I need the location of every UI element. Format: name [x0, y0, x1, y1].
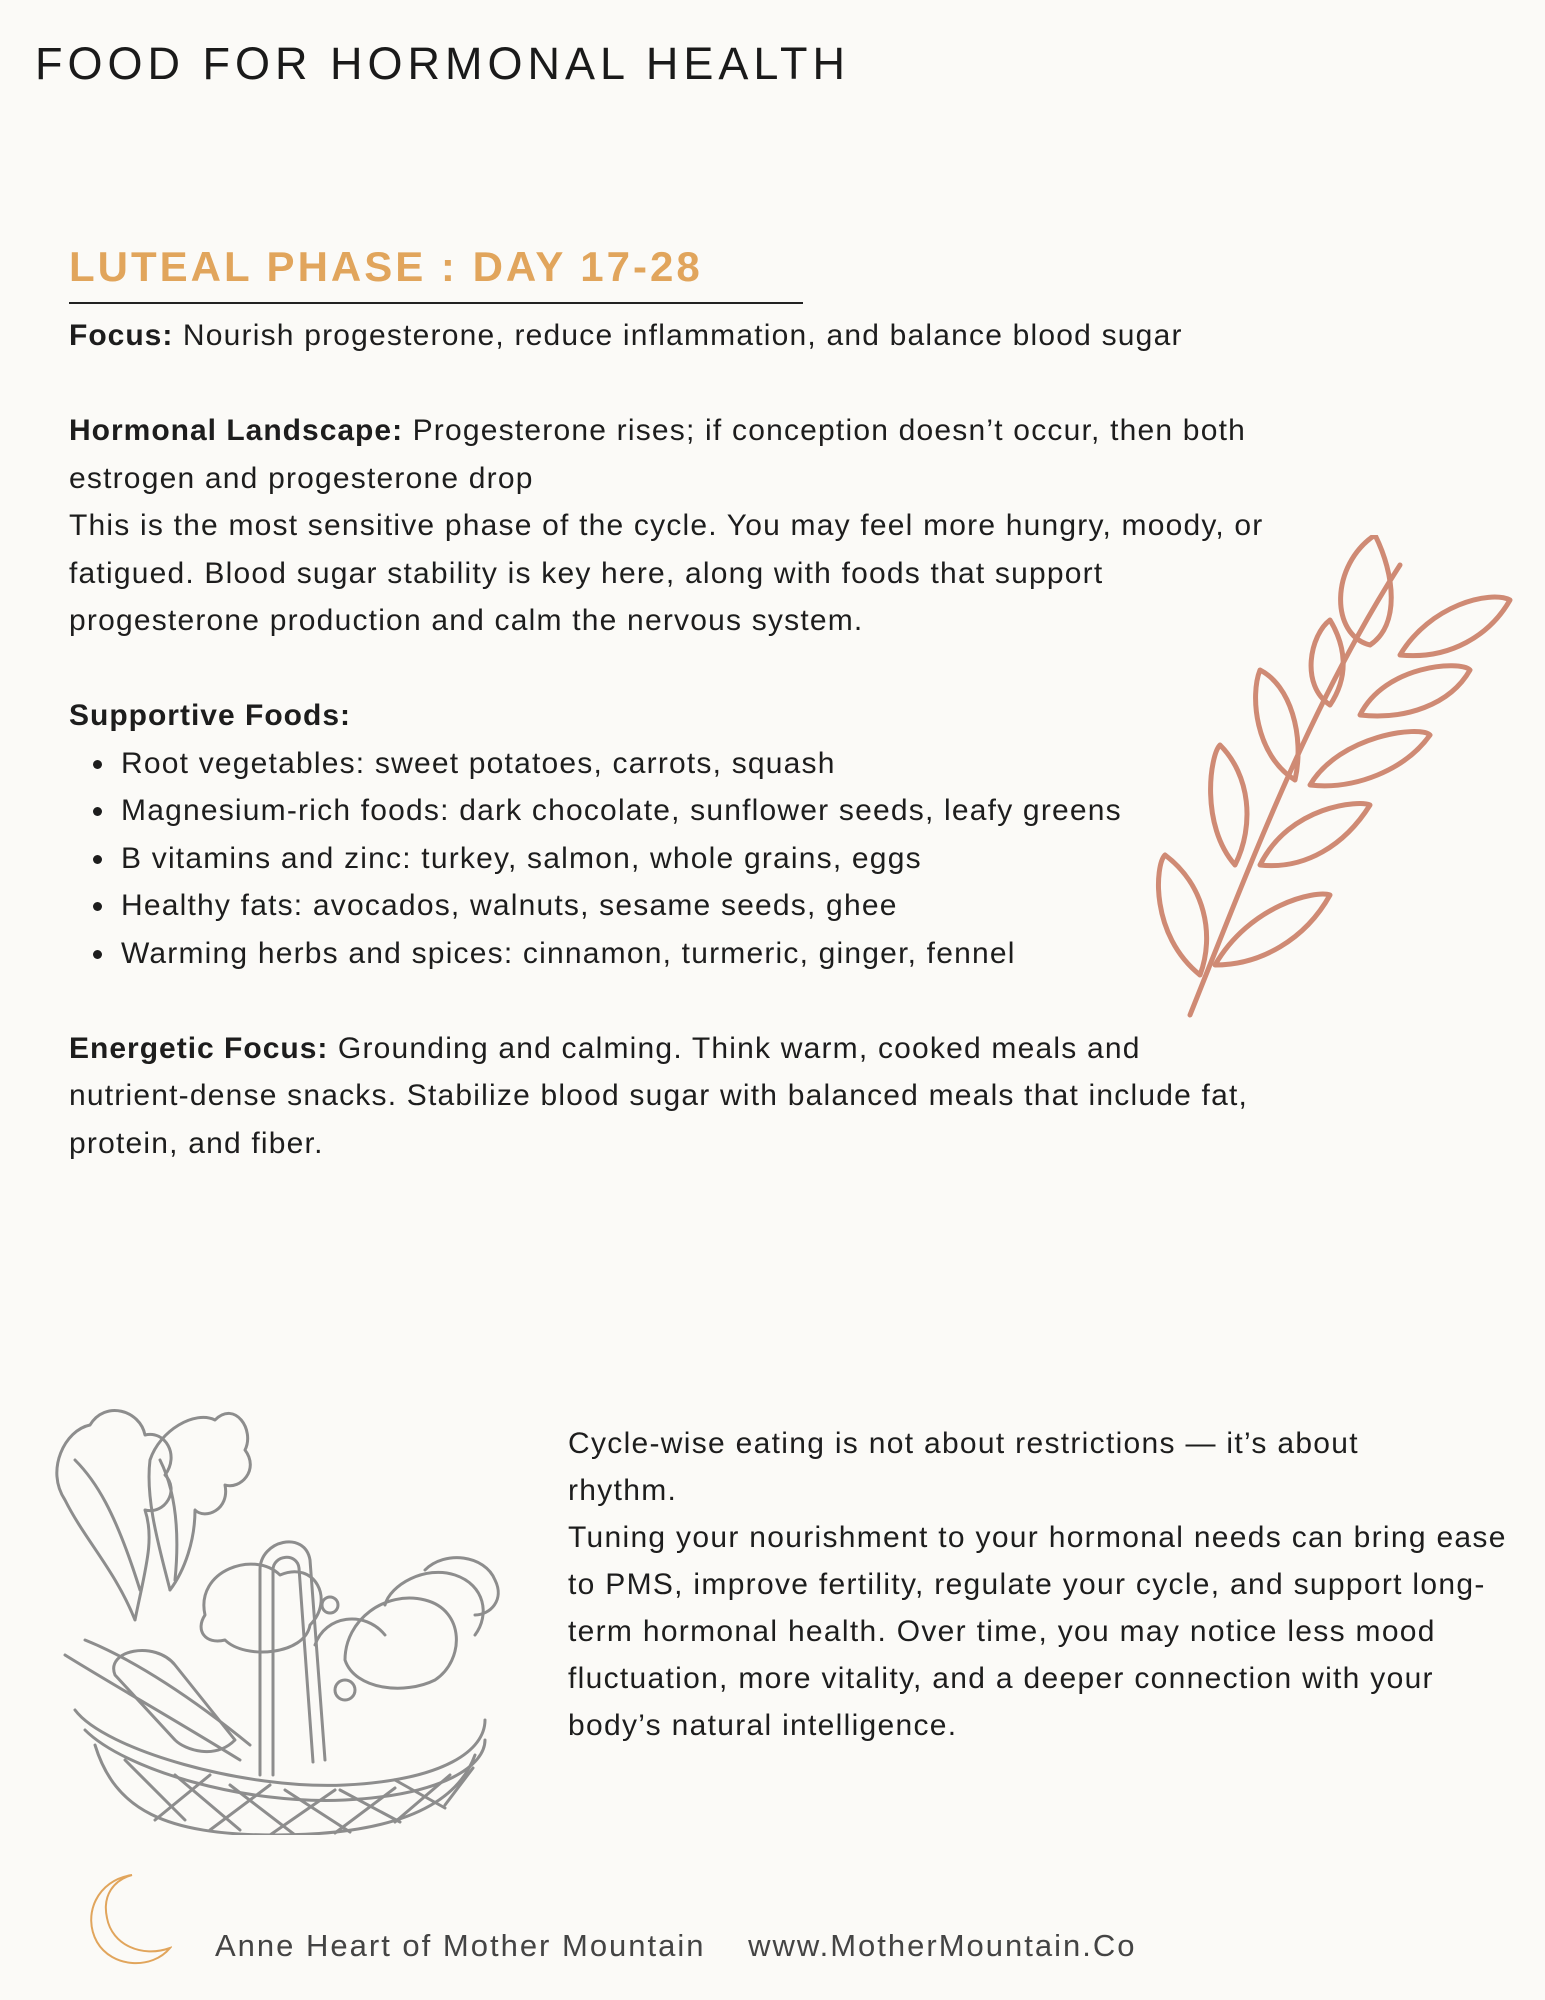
energetic-text: Grounding and calming. Think warm, cooked meals and nutrient-dense snacks. Stabilize blood sugar with balanced meals that include fat, protein, and fiber.	[69, 1031, 1249, 1160]
landscape-label: Hormonal Landscape:	[69, 414, 404, 447]
title-divider	[69, 302, 803, 304]
phase-title: LUTEAL PHASE : DAY 17-28	[69, 243, 703, 290]
focus-label: Focus:	[69, 319, 174, 352]
landscape-text: Progesterone rises; if conception doesn’t occur, then both estrogen and progesterone drop	[69, 414, 1246, 495]
footer	[215, 1928, 1168, 1964]
footer-author: Anne Heart of Mother Mountain	[215, 1928, 706, 1963]
moon-icon	[72, 1870, 172, 1970]
list-item: Magnesium-rich foods: dark chocolate, sunflower seeds, leafy greens	[69, 787, 1201, 835]
main-content	[69, 312, 1269, 1167]
closing-text	[568, 1420, 1518, 1749]
list-item: Root vegetables: sweet potatoes, carrots, squash	[69, 740, 1269, 788]
focus-text: Nourish progesterone, reduce inflammation, and balance blood sugar	[173, 319, 1183, 352]
basket-icon	[45, 1390, 535, 1835]
energetic-label: Energetic Focus:	[69, 1031, 329, 1065]
closing-line-2: Tuning your nourishment to your hormonal needs can bring ease to PMS, improve fertility, regulate your cycle, and support long-term hormonal health. Over time, you may notice less mood fluctuation, more vitality, and a deeper connection with your body’s natural intelligence.	[568, 1521, 1507, 1742]
landscape-paragraph	[69, 407, 1269, 502]
list-item: Healthy fats: avocados, walnuts, sesame seeds, ghee	[69, 882, 1269, 930]
energetic-paragraph	[69, 1025, 1249, 1168]
closing-line-1: Cycle-wise eating is not about restrictions — it’s about rhythm.	[568, 1427, 1359, 1507]
focus-paragraph	[69, 312, 1269, 360]
foods-label: Supportive Foods:	[69, 699, 351, 732]
list-item: Warming herbs and spices: cinnamon, turmeric, ginger, fennel	[69, 930, 1269, 978]
landscape-detail: This is the most sensitive phase of the cycle. You may feel more hungry, moody, or fatigued. Blood sugar stability is key here, along with foods that support progesterone production and calm the nervous system.	[69, 509, 1264, 637]
footer-website: www.MotherMountain.Co	[748, 1928, 1137, 1963]
document-title: FOOD FOR HORMONAL HEALTH	[35, 38, 851, 89]
list-item: B vitamins and zinc: turkey, salmon, whole grains, eggs	[69, 835, 1269, 883]
foods-list	[69, 740, 1269, 978]
wheat-icon	[1130, 535, 1520, 1025]
